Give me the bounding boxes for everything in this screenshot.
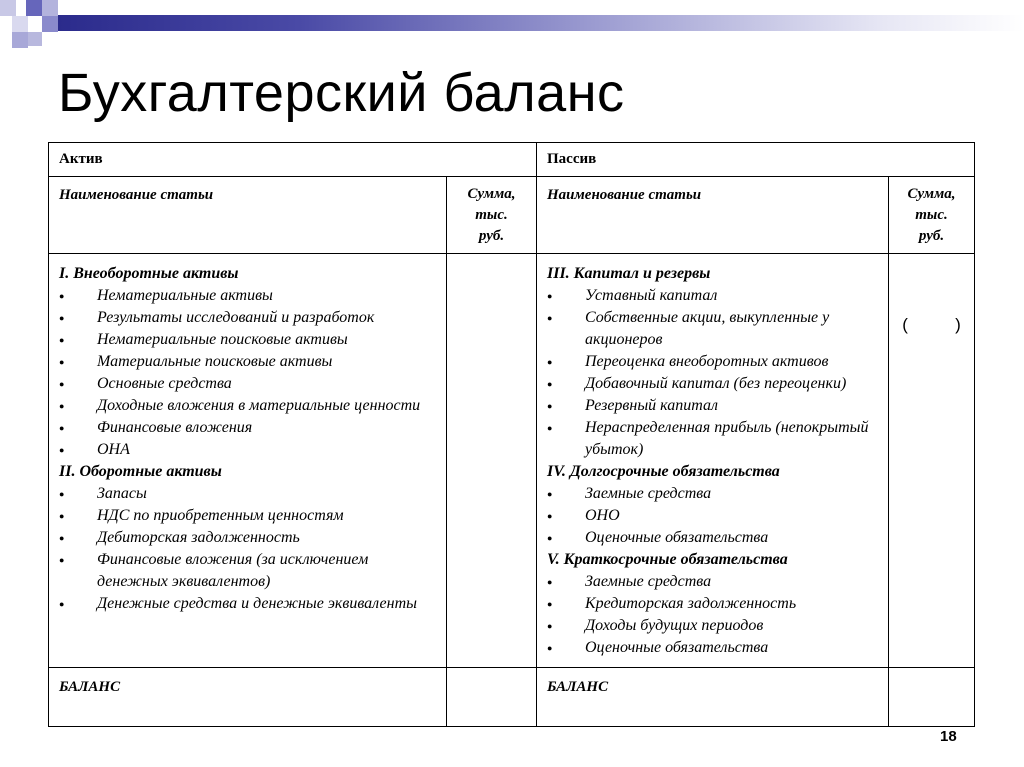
section-item-list	[59, 285, 436, 461]
list-item: ● Уставный капитал	[547, 285, 878, 307]
column-header-row	[49, 177, 975, 254]
list-item: ● Запасы	[59, 483, 436, 505]
balance-table	[48, 142, 975, 727]
list-item: ● Добавочный капитал (без переоценки)	[547, 373, 878, 395]
sum-header-line: Сумма,	[467, 186, 516, 202]
assets-header: Актив	[49, 143, 537, 177]
list-item: ● НДС по приобретенным ценностям	[59, 505, 436, 527]
assets-sum-cell	[447, 254, 537, 668]
section-title: II. Оборотные активы	[59, 463, 222, 480]
decor-square	[0, 0, 16, 16]
sum-header-line: тыс.	[915, 207, 948, 223]
table-header-row	[49, 143, 975, 177]
section-item-list	[547, 285, 878, 461]
assets-balance-sum	[447, 668, 537, 727]
decor-square	[12, 16, 28, 32]
list-item: ● Заемные средства	[547, 483, 878, 505]
page-number: 18	[940, 728, 957, 745]
liabilities-header: Пассив	[537, 143, 975, 177]
list-item: ● Переоценка внеоборотных активов	[547, 351, 878, 373]
table-body-row	[49, 254, 975, 668]
list-item: ● Результаты исследований и разработок	[59, 307, 436, 329]
gradient-stripe	[58, 15, 1024, 31]
list-item: ● Финансовые вложения (за исключением денежных эквивалентов)	[59, 549, 436, 593]
assets-sum-column-header	[447, 177, 537, 254]
liabilities-balance-sum	[889, 668, 975, 727]
balance-row	[49, 668, 975, 727]
sum-header-line: руб.	[478, 228, 505, 244]
liabilities-sum-column-header	[889, 177, 975, 254]
list-item: ● Собственные акции, выкупленные у акционеров	[547, 307, 878, 351]
list-item: ● Нематериальные поисковые активы	[59, 329, 436, 351]
section-item-list	[547, 571, 878, 659]
list-item: ● Оценочные обязательства	[547, 637, 878, 659]
liabilities-name-column-header: Наименование статьи	[537, 177, 889, 254]
liabilities-items-cell	[537, 254, 889, 668]
list-item: ● Основные средства	[59, 373, 436, 395]
section-title: III. Капитал и резервы	[547, 265, 711, 282]
decorative-header-bar	[0, 0, 1024, 58]
sum-header-line: тыс.	[475, 207, 508, 223]
section-item-list	[59, 483, 436, 615]
list-item: ● Доходные вложения в материальные ценности	[59, 395, 436, 417]
list-item: ● Нематериальные активы	[59, 285, 436, 307]
decor-square	[28, 32, 42, 46]
list-item: ● ОНО	[547, 505, 878, 527]
list-item: ● Кредиторская задолженность	[547, 593, 878, 615]
decor-square	[12, 32, 28, 48]
list-item: ● Финансовые вложения	[59, 417, 436, 439]
list-item: ● Доходы будущих периодов	[547, 615, 878, 637]
decor-square	[42, 0, 58, 16]
slide-title: Бухгалтерский баланс	[58, 63, 625, 123]
list-item: ● ОНА	[59, 439, 436, 461]
negative-value-parentheses: ( )	[902, 315, 961, 334]
liabilities-sum-cell	[889, 254, 975, 668]
section-title: V. Краткосрочные обязательства	[547, 551, 788, 568]
list-item: ● Резервный капитал	[547, 395, 878, 417]
list-item: ● Нераспределенная прибыль (непокрытый убыток)	[547, 417, 878, 461]
list-item: ● Заемные средства	[547, 571, 878, 593]
assets-name-column-header: Наименование статьи	[49, 177, 447, 254]
sum-header-line: руб.	[918, 228, 945, 244]
list-item: ● Оценочные обязательства	[547, 527, 878, 549]
section-item-list	[547, 483, 878, 549]
assets-items-cell	[49, 254, 447, 668]
list-item: ● Материальные поисковые активы	[59, 351, 436, 373]
section-title: I. Внеоборотные активы	[59, 265, 239, 282]
assets-balance-label: БАЛАНС	[49, 668, 447, 727]
sum-header-line: Сумма,	[907, 186, 956, 202]
decor-square	[42, 16, 58, 32]
list-item: ● Денежные средства и денежные эквиваленты	[59, 593, 436, 615]
liabilities-balance-label: БАЛАНС	[537, 668, 889, 727]
decor-square	[26, 0, 42, 16]
list-item: ● Дебиторская задолженность	[59, 527, 436, 549]
section-title: IV. Долгосрочные обязательства	[547, 463, 780, 480]
